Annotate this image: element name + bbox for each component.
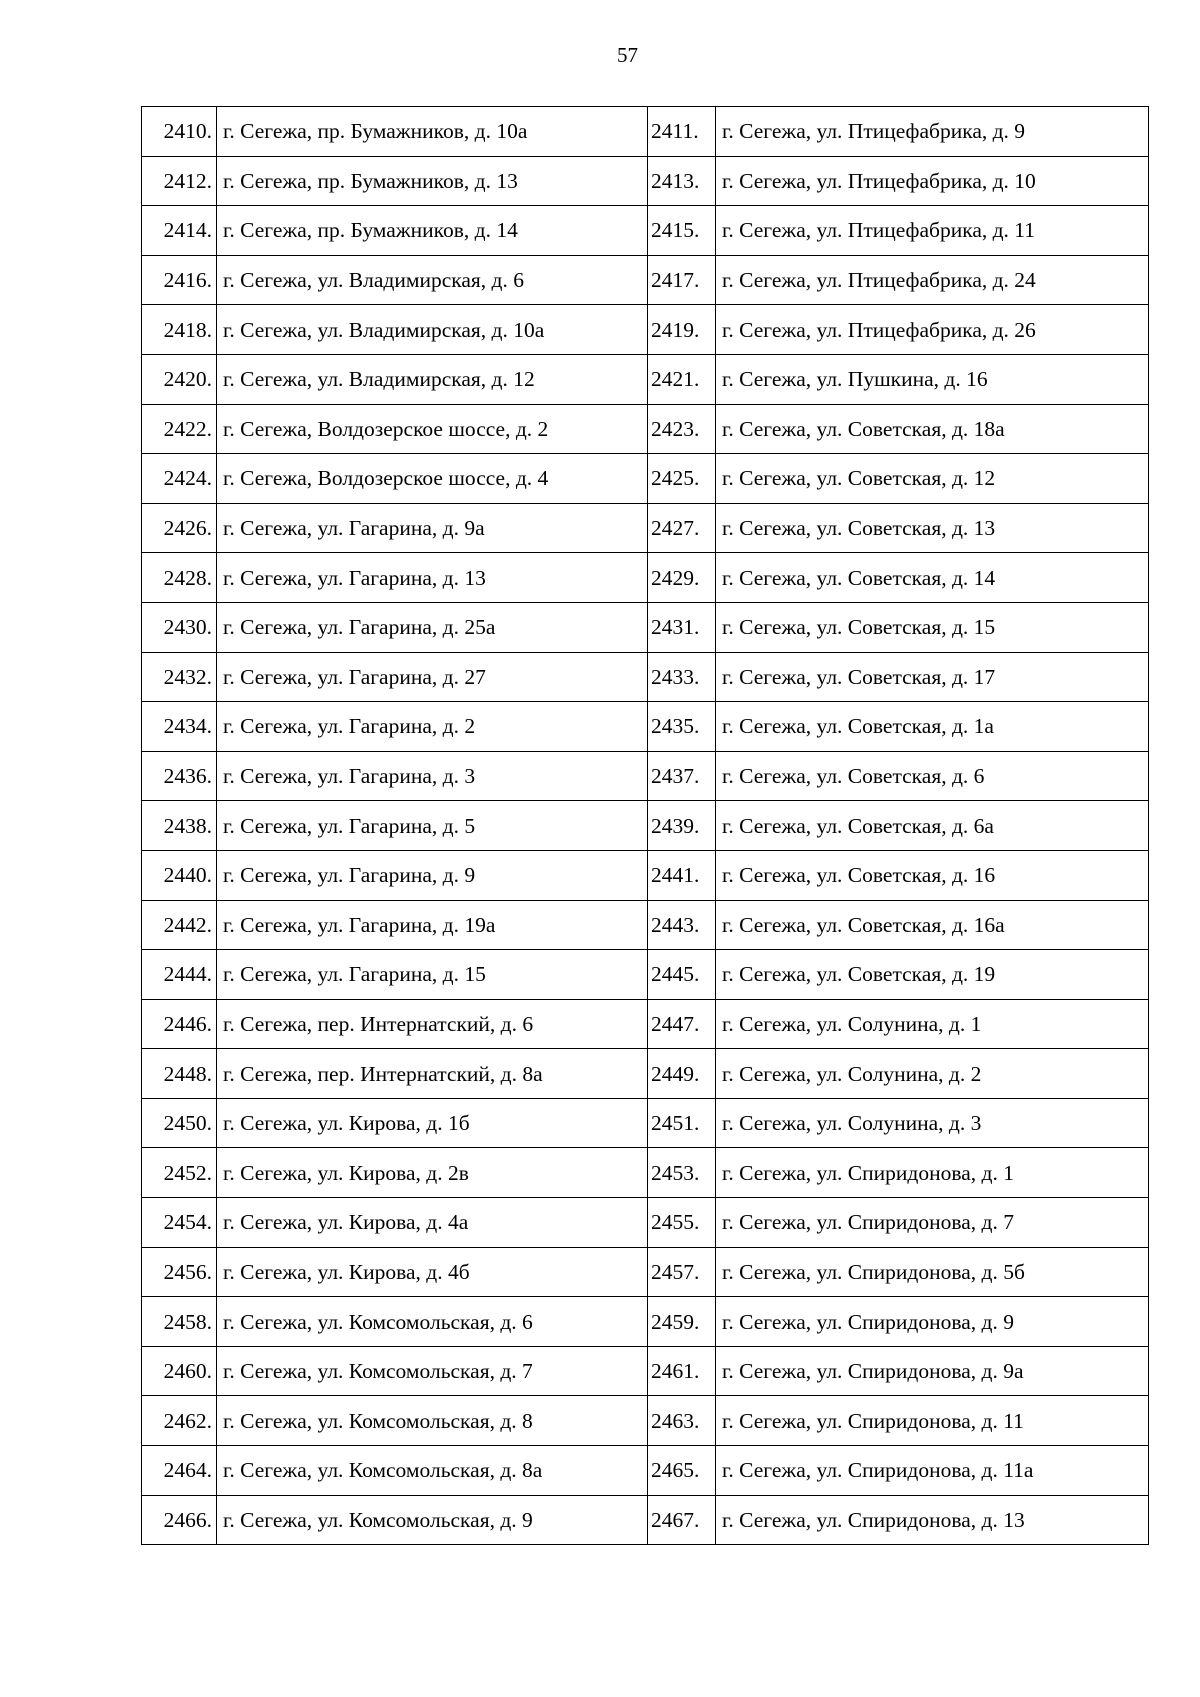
row-number-right: 2423. — [648, 404, 716, 454]
table-row — [142, 1098, 1149, 1148]
address-right: г. Сегежа, ул. Птицефабрика, д. 11 — [716, 206, 1149, 256]
table-row — [142, 305, 1149, 355]
address-left: г. Сегежа, пр. Бумажников, д. 14 — [217, 206, 648, 256]
address-right: г. Сегежа, ул. Спиридонова, д. 11а — [716, 1446, 1149, 1496]
address-right: г. Сегежа, ул. Солунина, д. 3 — [716, 1098, 1149, 1148]
address-left: г. Сегежа, ул. Комсомольская, д. 6 — [217, 1297, 648, 1347]
row-number-left: 2448. — [142, 1049, 217, 1099]
row-number-left: 2412. — [142, 156, 217, 206]
address-right: г. Сегежа, ул. Советская, д. 14 — [716, 553, 1149, 603]
row-number-right: 2431. — [648, 602, 716, 652]
row-number-right: 2455. — [648, 1198, 716, 1248]
address-left: г. Сегежа, ул. Гагарина, д. 15 — [217, 950, 648, 1000]
row-number-right: 2439. — [648, 801, 716, 851]
table-row — [142, 900, 1149, 950]
row-number-left: 2452. — [142, 1148, 217, 1198]
address-right: г. Сегежа, ул. Советская, д. 15 — [716, 602, 1149, 652]
address-right: г. Сегежа, ул. Советская, д. 16а — [716, 900, 1149, 950]
address-left: г. Сегежа, пр. Бумажников, д. 10а — [217, 107, 648, 157]
row-number-left: 2424. — [142, 454, 217, 504]
row-number-left: 2462. — [142, 1396, 217, 1446]
row-number-left: 2454. — [142, 1198, 217, 1248]
address-right: г. Сегежа, ул. Советская, д. 12 — [716, 454, 1149, 504]
address-left: г. Сегежа, ул. Гагарина, д. 13 — [217, 553, 648, 603]
row-number-left: 2434. — [142, 702, 217, 752]
row-number-left: 2444. — [142, 950, 217, 1000]
row-number-right: 2453. — [648, 1148, 716, 1198]
address-left: г. Сегежа, ул. Комсомольская, д. 8а — [217, 1446, 648, 1496]
address-right: г. Сегежа, ул. Советская, д. 16 — [716, 850, 1149, 900]
address-left: г. Сегежа, ул. Владимирская, д. 6 — [217, 255, 648, 305]
address-right: г. Сегежа, ул. Пушкина, д. 16 — [716, 354, 1149, 404]
address-right: г. Сегежа, ул. Солунина, д. 1 — [716, 999, 1149, 1049]
row-number-right: 2421. — [648, 354, 716, 404]
row-number-left: 2438. — [142, 801, 217, 851]
row-number-right: 2465. — [648, 1446, 716, 1496]
row-number-left: 2418. — [142, 305, 217, 355]
address-right: г. Сегежа, ул. Птицефабрика, д. 9 — [716, 107, 1149, 157]
table-row — [142, 107, 1149, 157]
row-number-left: 2466. — [142, 1495, 217, 1545]
address-left: г. Сегежа, Волдозерское шоссе, д. 4 — [217, 454, 648, 504]
address-left: г. Сегежа, ул. Комсомольская, д. 8 — [217, 1396, 648, 1446]
address-left: г. Сегежа, ул. Гагарина, д. 27 — [217, 652, 648, 702]
address-right: г. Сегежа, ул. Птицефабрика, д. 10 — [716, 156, 1149, 206]
address-left: г. Сегежа, ул. Гагарина, д. 5 — [217, 801, 648, 851]
table-row — [142, 1495, 1149, 1545]
table-row — [142, 999, 1149, 1049]
row-number-left: 2442. — [142, 900, 217, 950]
address-left: г. Сегежа, ул. Кирова, д. 4а — [217, 1198, 648, 1248]
row-number-right: 2459. — [648, 1297, 716, 1347]
row-number-right: 2429. — [648, 553, 716, 603]
address-left: г. Сегежа, ул. Владимирская, д. 12 — [217, 354, 648, 404]
address-left: г. Сегежа, ул. Владимирская, д. 10а — [217, 305, 648, 355]
row-number-right: 2467. — [648, 1495, 716, 1545]
row-number-left: 2420. — [142, 354, 217, 404]
address-right: г. Сегежа, ул. Птицефабрика, д. 24 — [716, 255, 1149, 305]
address-right: г. Сегежа, ул. Советская, д. 17 — [716, 652, 1149, 702]
address-table-body — [142, 107, 1149, 1545]
row-number-left: 2416. — [142, 255, 217, 305]
row-number-left: 2464. — [142, 1446, 217, 1496]
row-number-right: 2415. — [648, 206, 716, 256]
address-right: г. Сегежа, ул. Спиридонова, д. 9а — [716, 1346, 1149, 1396]
row-number-right: 2413. — [648, 156, 716, 206]
row-number-left: 2422. — [142, 404, 217, 454]
row-number-right: 2441. — [648, 850, 716, 900]
address-left: г. Сегежа, Волдозерское шоссе, д. 2 — [217, 404, 648, 454]
table-row — [142, 156, 1149, 206]
row-number-right: 2425. — [648, 454, 716, 504]
table-row — [142, 404, 1149, 454]
page-number: 57 — [617, 43, 638, 67]
table-row — [142, 652, 1149, 702]
table-row — [142, 1297, 1149, 1347]
row-number-left: 2426. — [142, 503, 217, 553]
address-left: г. Сегежа, ул. Гагарина, д. 9 — [217, 850, 648, 900]
address-left: г. Сегежа, ул. Кирова, д. 1б — [217, 1098, 648, 1148]
address-left: г. Сегежа, пер. Интернатский, д. 6 — [217, 999, 648, 1049]
row-number-right: 2449. — [648, 1049, 716, 1099]
table-row — [142, 602, 1149, 652]
address-left: г. Сегежа, ул. Кирова, д. 4б — [217, 1247, 648, 1297]
address-right: г. Сегежа, ул. Птицефабрика, д. 26 — [716, 305, 1149, 355]
row-number-right: 2461. — [648, 1346, 716, 1396]
address-right: г. Сегежа, ул. Спиридонова, д. 1 — [716, 1148, 1149, 1198]
row-number-right: 2433. — [648, 652, 716, 702]
row-number-right: 2443. — [648, 900, 716, 950]
address-left: г. Сегежа, ул. Гагарина, д. 25а — [217, 602, 648, 652]
row-number-right: 2427. — [648, 503, 716, 553]
row-number-left: 2458. — [142, 1297, 217, 1347]
address-right: г. Сегежа, ул. Спиридонова, д. 5б — [716, 1247, 1149, 1297]
table-row — [142, 1396, 1149, 1446]
table-row — [142, 850, 1149, 900]
address-right: г. Сегежа, ул. Спиридонова, д. 13 — [716, 1495, 1149, 1545]
row-number-right: 2411. — [648, 107, 716, 157]
row-number-right: 2447. — [648, 999, 716, 1049]
row-number-left: 2432. — [142, 652, 217, 702]
table-row — [142, 553, 1149, 603]
address-left: г. Сегежа, ул. Гагарина, д. 19а — [217, 900, 648, 950]
row-number-right: 2437. — [648, 751, 716, 801]
address-left: г. Сегежа, ул. Комсомольская, д. 9 — [217, 1495, 648, 1545]
address-right: г. Сегежа, ул. Спиридонова, д. 9 — [716, 1297, 1149, 1347]
row-number-left: 2460. — [142, 1346, 217, 1396]
address-right: г. Сегежа, ул. Советская, д. 1а — [716, 702, 1149, 752]
row-number-left: 2430. — [142, 602, 217, 652]
row-number-left: 2440. — [142, 850, 217, 900]
address-left: г. Сегежа, ул. Кирова, д. 2в — [217, 1148, 648, 1198]
table-row — [142, 751, 1149, 801]
row-number-left: 2446. — [142, 999, 217, 1049]
table-row — [142, 801, 1149, 851]
address-left: г. Сегежа, ул. Гагарина, д. 2 — [217, 702, 648, 752]
row-number-right: 2451. — [648, 1098, 716, 1148]
address-left: г. Сегежа, пер. Интернатский, д. 8а — [217, 1049, 648, 1099]
table-row — [142, 503, 1149, 553]
address-right: г. Сегежа, ул. Солунина, д. 2 — [716, 1049, 1149, 1099]
row-number-right: 2457. — [648, 1247, 716, 1297]
table-row — [142, 1049, 1149, 1099]
table-row — [142, 1446, 1149, 1496]
address-right: г. Сегежа, ул. Советская, д. 6а — [716, 801, 1149, 851]
row-number-right: 2463. — [648, 1396, 716, 1446]
row-number-left: 2456. — [142, 1247, 217, 1297]
address-left: г. Сегежа, ул. Гагарина, д. 9а — [217, 503, 648, 553]
row-number-left: 2414. — [142, 206, 217, 256]
table-row — [142, 702, 1149, 752]
row-number-left: 2450. — [142, 1098, 217, 1148]
address-right: г. Сегежа, ул. Спиридонова, д. 11 — [716, 1396, 1149, 1446]
table-row — [142, 454, 1149, 504]
address-table — [141, 106, 1149, 1545]
table-row — [142, 1198, 1149, 1248]
table-row — [142, 206, 1149, 256]
address-left: г. Сегежа, ул. Гагарина, д. 3 — [217, 751, 648, 801]
row-number-left: 2428. — [142, 553, 217, 603]
address-right: г. Сегежа, ул. Советская, д. 6 — [716, 751, 1149, 801]
address-left: г. Сегежа, ул. Комсомольская, д. 7 — [217, 1346, 648, 1396]
table-row — [142, 354, 1149, 404]
address-right: г. Сегежа, ул. Спиридонова, д. 7 — [716, 1198, 1149, 1248]
row-number-right: 2445. — [648, 950, 716, 1000]
row-number-left: 2410. — [142, 107, 217, 157]
table-row — [142, 1247, 1149, 1297]
row-number-right: 2435. — [648, 702, 716, 752]
row-number-right: 2417. — [648, 255, 716, 305]
table-row — [142, 1148, 1149, 1198]
address-right: г. Сегежа, ул. Советская, д. 18а — [716, 404, 1149, 454]
table-row — [142, 255, 1149, 305]
address-right: г. Сегежа, ул. Советская, д. 13 — [716, 503, 1149, 553]
row-number-left: 2436. — [142, 751, 217, 801]
address-right: г. Сегежа, ул. Советская, д. 19 — [716, 950, 1149, 1000]
row-number-right: 2419. — [648, 305, 716, 355]
table-row — [142, 950, 1149, 1000]
table-row — [142, 1346, 1149, 1396]
address-left: г. Сегежа, пр. Бумажников, д. 13 — [217, 156, 648, 206]
